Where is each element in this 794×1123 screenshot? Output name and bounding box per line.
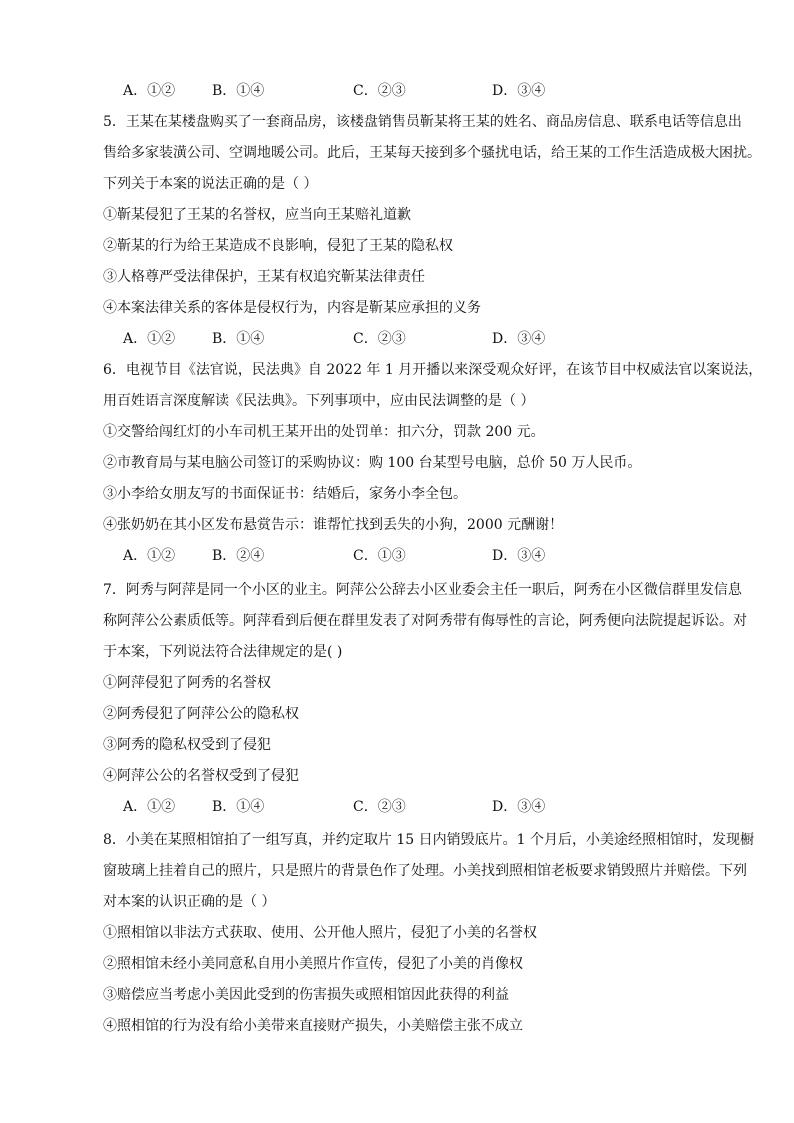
option-c: C．①③ (353, 548, 406, 564)
question-5-stem-line: 5．王某在某楼盘购买了一套商品房，该楼盘销售员靳某将王某的姓名、商品房信息、联系电话等信息出 (103, 114, 742, 130)
question-8-stem-line: 8．小美在某照相馆拍了一组写真，并约定取片 15 日内销毁底片。1 个月后，小美途经照相馆时，发现橱 (103, 832, 754, 848)
option-c: C．②③ (353, 799, 406, 815)
question-8-stem-line: 对本案的认识正确的是（ ） (103, 894, 276, 910)
option-row (0, 76, 794, 107)
question-5-stem-line: 下列关于本案的说法正确的是（ ） (103, 176, 318, 192)
question-7-statement: ②阿秀侵犯了阿萍公公的隐私权 (103, 706, 299, 722)
option-d: D．③④ (492, 799, 546, 815)
question-7-stem-line: 于本案，下列说法符合法律规定的是( ) (103, 644, 343, 660)
option-b: B．①④ (212, 331, 265, 347)
question-7-statement: ④阿萍公公的名誉权受到了侵犯 (103, 768, 299, 784)
option-c: C．②③ (353, 83, 406, 99)
question-7-stem-line: 称阿萍公公素质低等。阿萍看到后便在群里发表了对阿秀带有侮辱性的言论，阿秀便向法院提起诉讼。对 (103, 613, 747, 629)
question-8-statement: ①照相馆以非法方式获取、使用、公开他人照片，侵犯了小美的名誉权 (103, 925, 537, 941)
question-6-statement: ①交警给闯红灯的小车司机王某开出的处罚单：扣六分，罚款 200 元。 (103, 424, 545, 440)
option-b: B．①④ (212, 799, 265, 815)
question-5-statement: ②靳某的行为给王某造成不良影响，侵犯了王某的隐私权 (103, 238, 453, 254)
option-b: B．②④ (212, 548, 265, 564)
option-d: D．③④ (492, 83, 546, 99)
option-row (0, 541, 794, 572)
question-8-statement: ②照相馆未经小美同意私自用小美照片作宣传，侵犯了小美的肖像权 (103, 956, 523, 972)
question-7-statement: ③阿秀的隐私权受到了侵犯 (103, 737, 271, 753)
question-7-statement: ①阿萍侵犯了阿秀的名誉权 (103, 675, 271, 691)
question-7-stem-line: 7．阿秀与阿萍是同一个小区的业主。阿萍公公辞去小区业委会主任一职后，阿秀在小区微信群里发信息 (103, 582, 742, 598)
question-6-statement: ④张奶奶在其小区发布悬赏告示：谁帮忙找到丢失的小狗，2000 元酬谢！ (103, 517, 564, 533)
question-8-stem-line: 窗玻璃上挂着自己的照片，只是照片的背景色作了处理。小美找到照相馆老板要求销毁照片并赔偿。下列 (103, 863, 747, 879)
question-8-statement: ③赔偿应当考虑小美因此受到的伤害损失或照相馆因此获得的利益 (103, 987, 509, 1003)
option-d: D．③④ (492, 331, 546, 347)
question-5-stem-line: 售给多家装潢公司、空调地暖公司。此后，王某每天接到多个骚扰电话，给王某的工作生活造成极大困扰。 (103, 145, 761, 161)
option-a: A．①② (123, 548, 176, 564)
question-8-statement: ④照相馆的行为没有给小美带来直接财产损失，小美赔偿主张不成立 (103, 1018, 523, 1034)
option-a: A．①② (123, 799, 176, 815)
option-b: B．①④ (212, 83, 265, 99)
option-d: D．③④ (492, 548, 546, 564)
question-6-stem-line: 用百姓语言深度解读《民法典》。下列事项中，应由民法调整的是（ ） (103, 393, 535, 409)
question-6-stem-line: 6．电视节目《法官说，民法典》自 2022 年 1 月开播以来深受观众好评，在该节目中权威法官以案说法， (103, 362, 763, 378)
question-5-statement: ④本案法律关系的客体是侵权行为，内容是靳某应承担的义务 (103, 300, 481, 316)
option-row (0, 324, 794, 355)
option-row (0, 792, 794, 823)
question-5-statement: ①靳某侵犯了王某的名誉权，应当向王某赔礼道歉 (103, 207, 411, 223)
option-a: A．①② (123, 83, 176, 99)
option-a: A．①② (123, 331, 176, 347)
option-c: C．②③ (353, 331, 406, 347)
question-6-statement: ②市教育局与某电脑公司签订的采购协议：购 100 台某型号电脑，总价 50 万人民币。 (103, 455, 642, 471)
question-6-statement: ③小李给女朋友写的书面保证书：结婚后，家务小李全包。 (103, 486, 467, 502)
question-5-statement: ③人格尊严受法律保护，王某有权追究靳某法律责任 (103, 269, 425, 285)
